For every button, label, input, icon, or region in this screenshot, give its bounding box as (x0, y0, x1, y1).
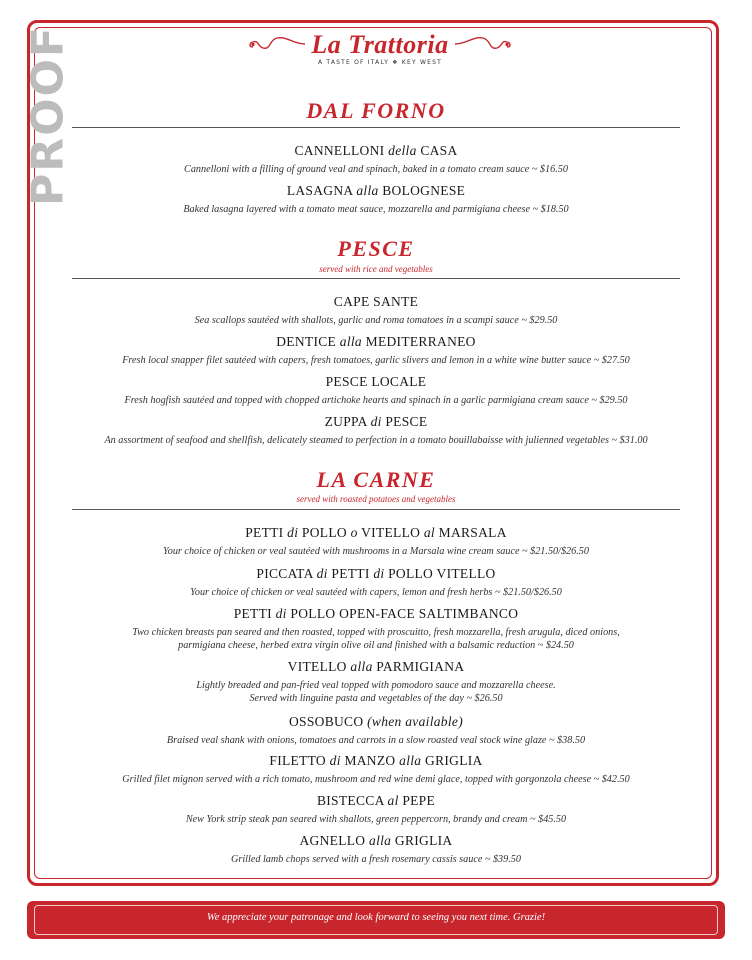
menu-item-description (40, 545, 712, 558)
name-part: POLLO OPEN-FACE SALTIMBANCO (286, 606, 519, 621)
name-italic-part: di (316, 566, 328, 581)
name-part: MEDITERRANEO (361, 334, 476, 349)
name-part: PETTI (245, 525, 288, 540)
name-italic-part: della (388, 143, 417, 158)
description-line: Your choice of chicken or veal sautéed with capers, lemon and fresh herbs ~ $21.50/$26.50 (190, 587, 562, 598)
name-part: AGNELLO (299, 833, 370, 848)
menu-item-name (40, 334, 712, 350)
name-part: CAPE SANTE (333, 294, 419, 309)
footer-message: We appreciate your patronage and look forward to seeing you next time. Grazie! (206, 912, 546, 923)
name-part: CANNELLONI (294, 143, 389, 158)
description-line: An assortment of seafood and shellfish, delicately steamed to perfection in a tomato bouillabaisse with julienned vegetables ~ $31.00 (104, 435, 648, 446)
menu-item-name (40, 714, 712, 730)
name-italic-part: alla (356, 183, 379, 198)
name-part: PEPE (398, 793, 436, 808)
section-subtitle: served with roasted potatoes and vegetables (296, 494, 456, 504)
description-line: parmigiana cheese, herbed extra virgin olive oil and finished with a balsamic reduction ~ $24.50 (178, 640, 574, 651)
menu-item-description (40, 203, 712, 216)
menu-item-description (40, 853, 712, 866)
name-part: PICCATA (256, 566, 317, 581)
logo-tagline: A TASTE OF ITALY ❖ KEY WEST (318, 59, 442, 66)
section-divider (72, 127, 680, 128)
right-swirl-ornament (453, 32, 515, 56)
name-part: GRIGLIA (421, 753, 483, 768)
name-part: BOLOGNESE (378, 183, 466, 198)
name-italic-part: alla (350, 659, 373, 674)
menu-item-description (40, 434, 712, 447)
menu-item-name (40, 793, 712, 809)
menu-item-name (40, 606, 712, 622)
name-part: OSSOBUCO (288, 714, 368, 729)
name-italic-part: di (329, 753, 341, 768)
left-swirl-ornament (245, 32, 307, 56)
restaurant-logo (305, 30, 455, 74)
description-line: Grilled lamb chops served with a fresh rosemary cassis sauce ~ $39.50 (231, 854, 521, 865)
section-divider (72, 278, 680, 279)
menu-item-description (40, 773, 712, 786)
section-divider (72, 509, 680, 510)
description-line: Two chicken breasts pan seared and then roasted, topped with proscuitto, fresh mozzarella, fresh arugula, diced onions, (132, 627, 620, 638)
name-part: BISTECCA (316, 793, 388, 808)
menu-item-description (40, 734, 712, 747)
section-subtitle: served with rice and vegetables (319, 264, 433, 274)
name-part: DENTICE (276, 334, 340, 349)
name-part: CASA (416, 143, 458, 158)
section-title: LA CARNE (316, 467, 436, 492)
name-part: LASAGNA (286, 183, 357, 198)
name-part: PETTI (233, 606, 276, 621)
name-italic-part: di (287, 525, 299, 540)
name-part: FILETTO (269, 753, 330, 768)
name-italic-part: o (350, 525, 358, 540)
name-part: VITELLO (287, 659, 351, 674)
description-line: Baked lasagna layered with a tomato meat sauce, mozzarella and parmigiana cheese ~ $18.50 (183, 204, 569, 215)
menu-item-name (40, 143, 712, 159)
name-italic-part: alla (369, 833, 392, 848)
name-italic-part: alla (399, 753, 422, 768)
name-italic-part: alla (339, 334, 362, 349)
name-part: MARSALA (434, 525, 507, 540)
description-line: Sea scallops sautéed with shallots, garlic and roma tomatoes in a scampi sauce ~ $29.50 (194, 315, 558, 326)
logo-text: La Trattoria (311, 30, 449, 59)
description-line: Fresh local snapper filet sautéed with capers, fresh tomatoes, garlic slivers and lemon in a white wine butter sauce ~ $27.50 (122, 355, 630, 366)
menu-item-description (40, 586, 712, 599)
description-line: New York strip steak pan seared with shallots, green peppercorn, brandy and cream ~ $45.50 (185, 814, 567, 825)
description-line: Cannelloni with a filling of ground veal and spinach, baked in a tomato cream sauce ~ $16.50 (184, 164, 568, 175)
name-part: PESCE (381, 414, 428, 429)
description-line: Your choice of chicken or veal sautéed with mushrooms in a Marsala wine cream sauce ~ $21.50/$26.50 (163, 546, 589, 557)
menu-item-name (40, 753, 712, 769)
name-part: GRIGLIA (391, 833, 453, 848)
name-italic-part: di (370, 414, 382, 429)
description-line: Fresh hogfish sautéed and topped with chopped artichoke hearts and spinach in a garlic parmigiana cream sauce ~ $29.50 (124, 395, 628, 406)
menu-item-description (40, 626, 712, 652)
menu-item-name (40, 414, 712, 430)
section-title: DAL FORNO (306, 98, 446, 123)
name-italic-part: di (373, 566, 385, 581)
menu-item-name (40, 566, 712, 582)
name-italic-part: (when available) (367, 714, 463, 729)
name-part: PARMIGIANA (372, 659, 465, 674)
name-part: POLLO VITELLO (384, 566, 496, 581)
name-part: PESCE LOCALE (325, 374, 427, 389)
menu-item-description (40, 679, 712, 705)
description-line: Grilled filet mignon served with a rich tomato, mushroom and red wine demi glace, topped with gorgonzola cheese ~ $42.50 (122, 774, 630, 785)
description-line: Braised veal shank with onions, tomatoes and carrots in a slow roasted veal stock wine glaze ~ $38.50 (166, 735, 586, 746)
proof-watermark: PROOF (22, 25, 74, 206)
name-part: PETTI (327, 566, 374, 581)
description-line: Lightly breaded and pan-fried veal topped with pomodoro sauce and mozzarella cheese. (196, 680, 556, 691)
menu-item-name (40, 183, 712, 199)
menu-item-description (40, 394, 712, 407)
menu-item-description (40, 314, 712, 327)
menu-item-description (40, 163, 712, 176)
menu-item-name (40, 294, 712, 310)
name-part: VITELLO (357, 525, 424, 540)
menu-item-name (40, 525, 712, 541)
description-line: Served with linguine pasta and vegetables of the day ~ $26.50 (249, 693, 503, 704)
name-part: ZUPPA (324, 414, 371, 429)
menu-item-name (40, 374, 712, 390)
name-italic-part: al (387, 793, 399, 808)
name-part: MANZO (340, 753, 400, 768)
name-italic-part: di (275, 606, 287, 621)
menu-item-description (40, 354, 712, 367)
name-italic-part: al (423, 525, 435, 540)
name-part: POLLO (298, 525, 351, 540)
menu-item-name (40, 659, 712, 675)
menu-item-name (40, 833, 712, 849)
section-title: PESCE (337, 236, 415, 261)
menu-item-description (40, 813, 712, 826)
